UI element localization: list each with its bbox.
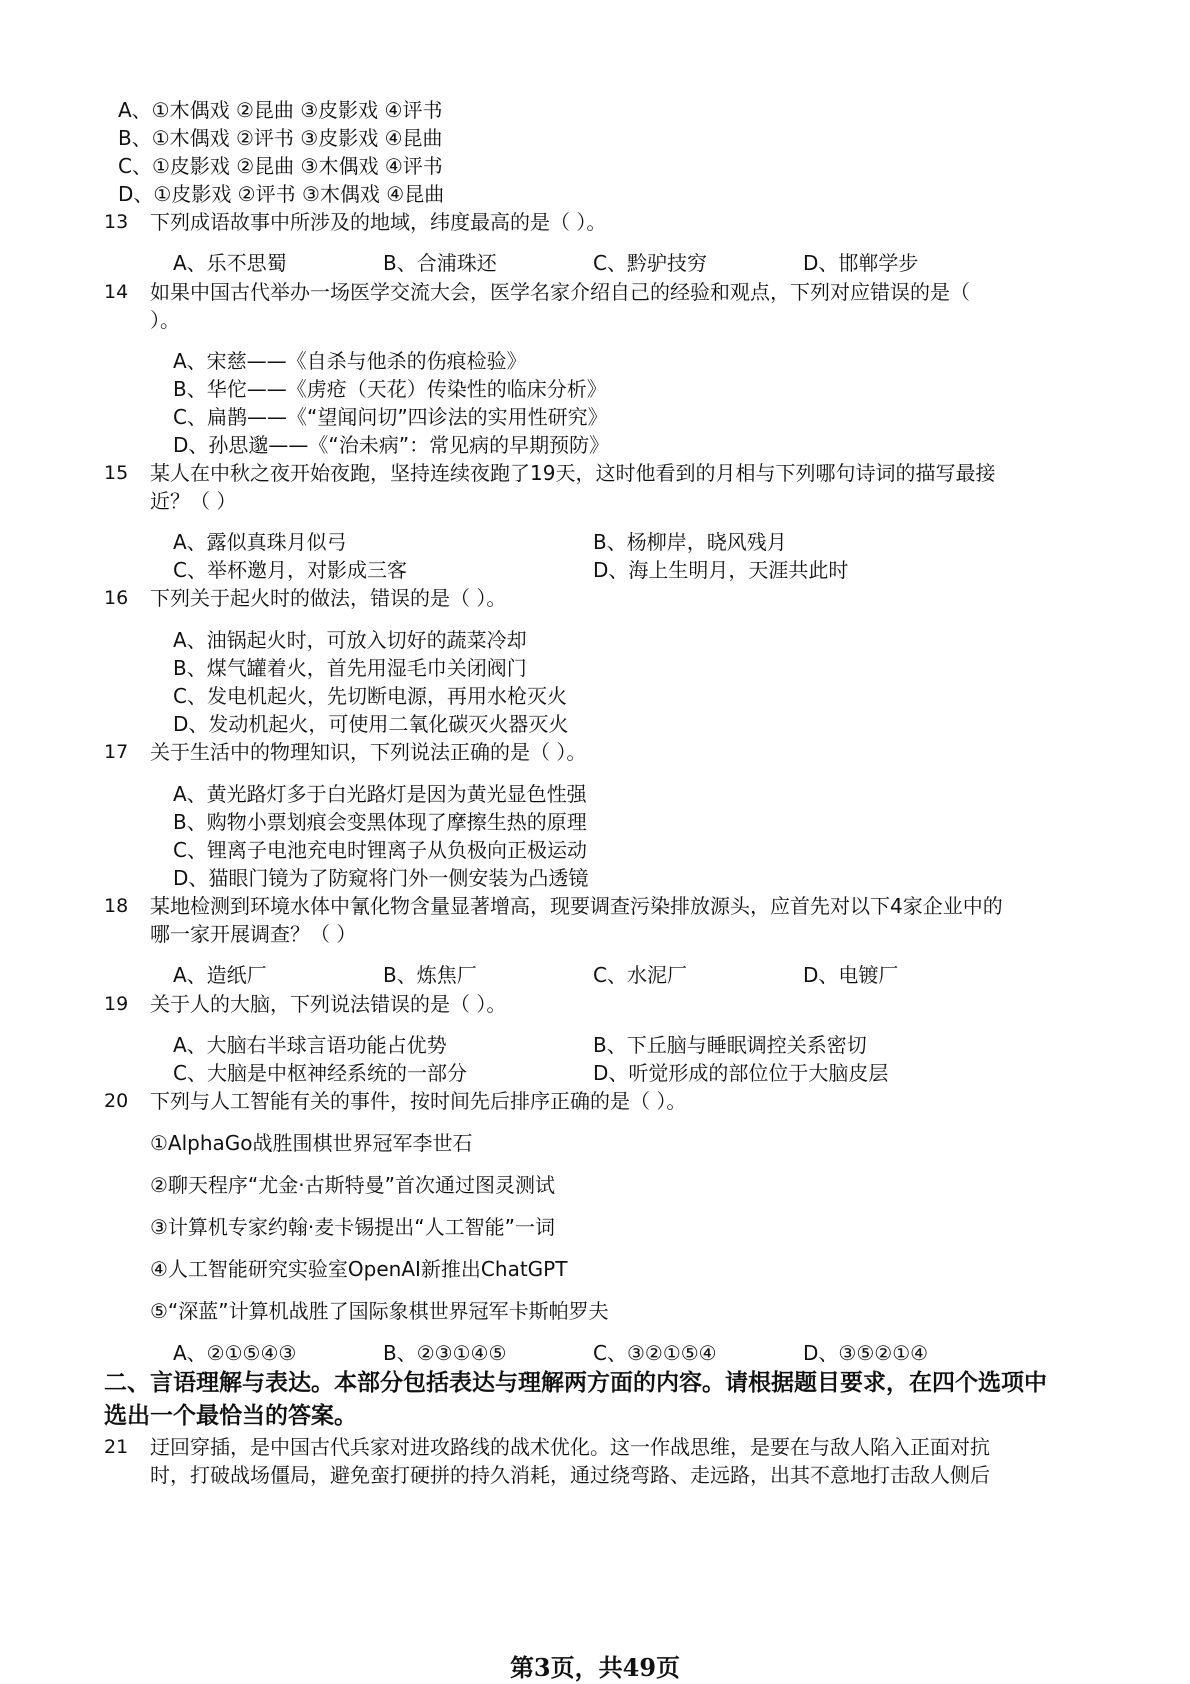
- q18-question-line1: 某地检测到环境水体中氰化物含量显著增高，现要调查污染排放源头，应首先对以下4家企业中的: [150, 894, 1003, 918]
- q15-question-line1: 某人在中秋之夜开始夜跑，坚持连续夜跑了19天，这时他看到的月相与下列哪句诗词的描写最接: [150, 461, 996, 485]
- q16-option-b: B、煤气罐着火，首先用湿毛巾关闭阀门: [173, 656, 527, 680]
- q21-question-line2: 时，打破战场僵局，避免蛮打硬拼的持久消耗，通过绕弯路、走远路，出其不意地打击敌人侧后: [150, 1463, 990, 1487]
- q14-question-line1: 如果中国古代举办一场医学交流大会，医学名家介绍自己的经验和观点，下列对应错误的是（: [150, 280, 970, 304]
- q19-number: 19: [104, 993, 129, 1015]
- q20-event-4: ④人工智能研究实验室OpenAI新推出ChatGPT: [150, 1257, 568, 1281]
- q14-option-c: C、扁鹊——《“望闻问切”四诊法的实用性研究》: [173, 405, 608, 429]
- q19-question: 关于人的大脑，下列说法错误的是（ ）。: [150, 992, 507, 1016]
- q19-option-c: C、大脑是中枢神经系统的一部分: [173, 1061, 467, 1085]
- q20-option-b: B、②③①④⑤: [383, 1341, 507, 1365]
- q16-option-c: C、发电机起火，先切断电源，再用水枪灭火: [173, 684, 567, 708]
- page-number-footer: 第3页，共49页: [509, 1653, 681, 1682]
- q17-option-c: C、锂离子电池充电时锂离子从负极向正极运动: [173, 838, 587, 862]
- q17-option-b: B、购物小票划痕会变黑体现了摩擦生热的原理: [173, 810, 587, 834]
- q16-option-a: A、油锅起火时，可放入切好的蔬菜冷却: [173, 628, 527, 652]
- q12-option-c: C、①皮影戏 ②昆曲 ③木偶戏 ④评书: [118, 154, 443, 178]
- q15-number: 15: [104, 462, 129, 484]
- q14-option-d: D、孙思邈——《“治未病”：常见病的早期预防》: [173, 433, 610, 457]
- q14-number: 14: [104, 281, 129, 303]
- q12-option-b: B、①木偶戏 ②评书 ③皮影戏 ④昆曲: [118, 126, 443, 150]
- q20-event-5: ⑤“深蓝”计算机战胜了国际象棋世界冠军卡斯帕罗夫: [150, 1299, 609, 1323]
- q20-number: 20: [104, 1090, 129, 1112]
- q20-option-a: A、②①⑤④③: [173, 1341, 297, 1365]
- q14-option-b: B、华佗——《虏疮（天花）传染性的临床分析》: [173, 377, 607, 401]
- q21-number: 21: [104, 1436, 129, 1458]
- q19-option-a: A、大脑右半球言语功能占优势: [173, 1033, 447, 1057]
- q15-option-a: A、露似真珠月似弓: [173, 530, 347, 554]
- q13-option-a: A、乐不思蜀: [173, 251, 287, 275]
- q19-option-b: B、下丘脑与睡眠调控关系密切: [593, 1033, 867, 1057]
- q16-option-d: D、发动机起火，可使用二氧化碳灭火器灭火: [173, 712, 569, 736]
- q12-option-d: D、①皮影戏 ②评书 ③木偶戏 ④昆曲: [118, 182, 445, 206]
- q17-number: 17: [104, 741, 129, 763]
- q17-option-d: D、猫眼门镜为了防窥将门外一侧安装为凸透镜: [173, 866, 589, 890]
- q21-question-line1: 迂回穿插，是中国古代兵家对进攻路线的战术优化。这一作战思维，是要在与敌人陷入正面对抗: [150, 1435, 990, 1459]
- q15-option-c: C、举杯邀月，对影成三客: [173, 558, 407, 582]
- q18-option-c: C、水泥厂: [593, 963, 687, 987]
- q15-option-b: B、杨柳岸，晓风残月: [593, 530, 787, 554]
- q13-option-b: B、合浦珠还: [383, 251, 497, 275]
- q19-option-d: D、听觉形成的部位位于大脑皮层: [593, 1061, 889, 1085]
- q20-event-3: ③计算机专家约翰·麦卡锡提出“人工智能”一词: [150, 1215, 556, 1239]
- q14-question-line2: ）。: [150, 308, 180, 332]
- section-2-heading-line2: 选出一个最恰当的答案。: [104, 1403, 357, 1429]
- section-2-heading-line1: 二、言语理解与表达。本部分包括表达与理解两方面的内容。请根据题目要求，在四个选项中: [104, 1370, 1047, 1396]
- q20-option-c: C、③②①⑤④: [593, 1341, 717, 1365]
- q20-option-d: D、③⑤②①④: [803, 1341, 929, 1365]
- q20-question: 下列与人工智能有关的事件，按时间先后排序正确的是（ ）。: [150, 1089, 687, 1113]
- q14-option-a: A、宋慈——《自杀与他杀的伤痕检验》: [173, 349, 527, 373]
- q16-number: 16: [104, 587, 129, 609]
- q15-question-line2: 近？（ ）: [150, 489, 237, 513]
- q17-option-a: A、黄光路灯多于白光路灯是因为黄光显色性强: [173, 782, 587, 806]
- q16-question: 下列关于起火时的做法，错误的是（ ）。: [150, 586, 507, 610]
- q20-event-1: ①AlphaGo战胜围棋世界冠军李世石: [150, 1131, 473, 1155]
- q13-option-d: D、邯郸学步: [803, 251, 919, 275]
- q18-question-line2: 哪一家开展调查？（ ）: [150, 922, 357, 946]
- q18-option-a: A、造纸厂: [173, 963, 267, 987]
- q13-option-c: C、黔驴技穷: [593, 251, 707, 275]
- q13-question: 下列成语故事中所涉及的地域，纬度最高的是（ ）。: [150, 210, 607, 234]
- q13-number: 13: [104, 211, 129, 233]
- q18-option-b: B、炼焦厂: [383, 963, 477, 987]
- q20-event-2: ②聊天程序“尤金·古斯特曼”首次通过图灵测试: [150, 1173, 556, 1197]
- q18-option-d: D、电镀厂: [803, 963, 899, 987]
- q18-number: 18: [104, 895, 129, 917]
- q17-question: 关于生活中的物理知识，下列说法正确的是（ ）。: [150, 740, 587, 764]
- q15-option-d: D、海上生明月，天涯共此时: [593, 558, 849, 582]
- q12-option-a: A、①木偶戏 ②昆曲 ③皮影戏 ④评书: [118, 98, 443, 122]
